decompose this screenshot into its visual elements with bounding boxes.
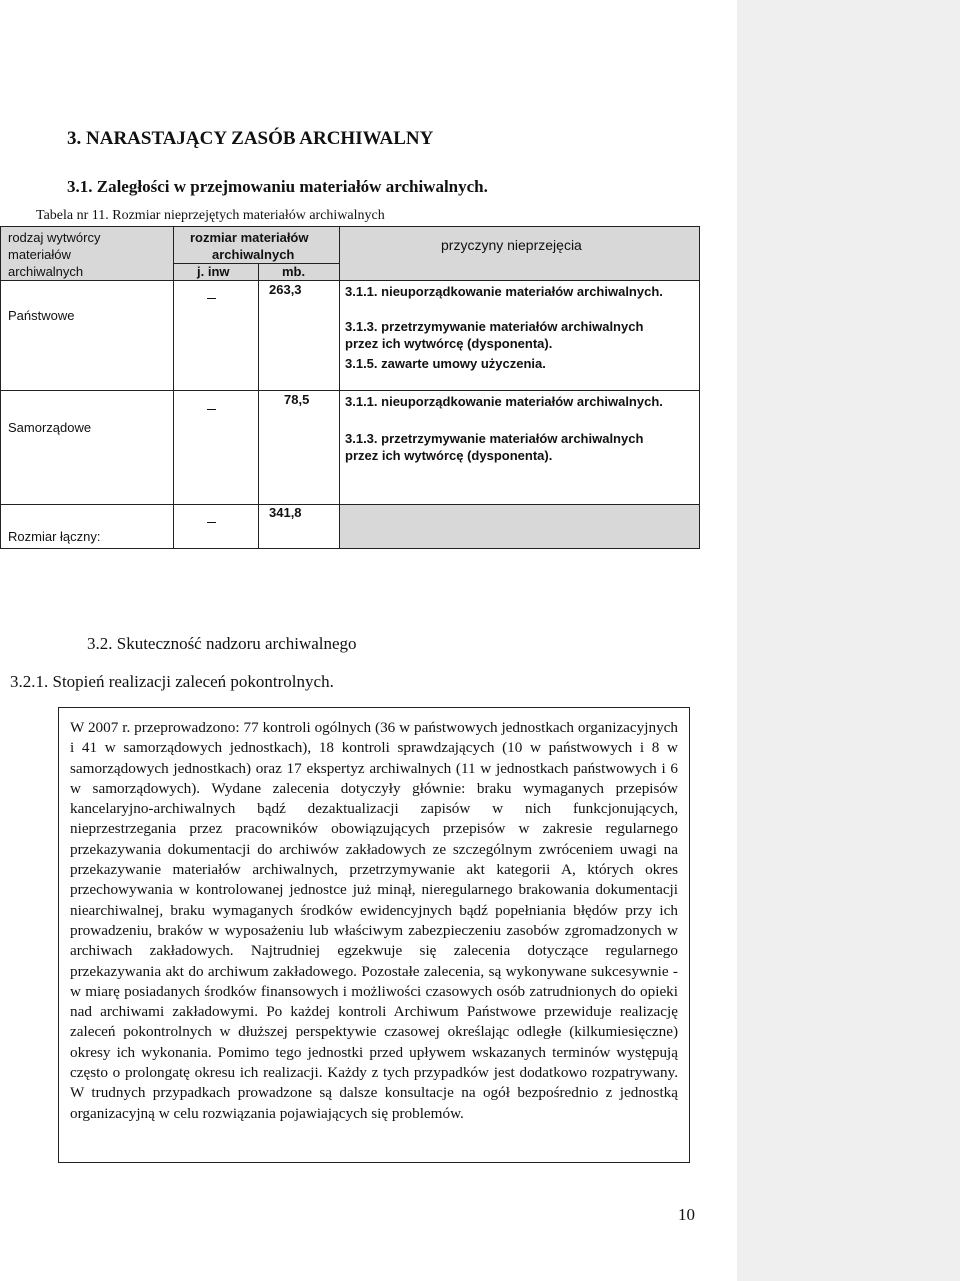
unclaimed-materials-table: [0, 226, 700, 548]
comment-margin-panel: [737, 0, 960, 1281]
row-local-reason-3: przez ich wytwórcę (dysponenta).: [345, 448, 553, 463]
header-reasons: przyczyny nieprzejęcia: [441, 237, 582, 253]
row-state-units-dash: [207, 298, 216, 299]
header-units: j. inw: [197, 264, 230, 279]
header-meters: mb.: [282, 264, 306, 279]
header-creator-line-1: rodzaj wytwórcy: [8, 230, 101, 245]
row-local-reason-2: 3.1.3. przetrzymywanie materiałów archiwalnych: [345, 431, 644, 446]
paragraph-text: W 2007 r. przeprowadzono: 77 kontroli ogólnych (36 w państwowych jednostkach organizacyjnych i 41 w samorządowych jednostkach), 18 kontroli sprawdzających (10 w państwowych i 8 w samorządowych jednostkach) oraz 17 ekspertyz archiwalnych (11 w jednostkach państwowych i 6 w samorządowych). Wydane zalecenia dotyczyły głównie: braku wymaganych przepisów kancelaryjno-archiwalnych bądź dezaktualizacji zapisów w nich funkcjonujących, nieprzestrzegania przez pracowników obowiązujących przepisów w zakresie regularnego przekazywania dokumentacji do archiwów zakładowych ze szczególnym zwróceniem uwagi na przekazywanie materiałów archiwalnych, przetrzymywanie akt kategorii A, których okres przechowywania w kontrolowanej jednostce już minął, nieregularnego brakowania dokumentacji niearchiwalnej, braku wymaganych środków ewidencyjnych bądź popełniania błędów przy ich prowadzeniu, braków w wyposażeniu lub właściwym zabezpieczeniu zasobów zgromadzonych w archiwach zakładowych. Najtrudniej egzekwuje się zalecenia dotyczące regularnego przekazywania akt do archiwum zakładowego. Pozostałe zalecenia, są wykonywane sukcesywnie - w miarę posiadanych środków finansowych i możliwości czasowych osób zatrudnionych do opieki nad archiwami zakładowymi. Po każdej kontroli Archiwum Państwowe przewiduje realizację zaleceń pokontrolnych w dłuższej perspektywie czasowej określając odległe (kilkumiesięczne) okresy ich wykonania. Pomimo tego jednostki przed upływem wskazanych terminów występują często o prolongatę okresu ich realizacji. Każdy z tych przypadków jest dodatkowo rozpatrywany. W trudnych przypadkach prowadzone są dalsze konsultacje na ogół bezpośrednio z jednostką organizacyjną w celu rozwiązania pojawiających się problemów.: [70, 719, 678, 1122]
header-size-line-1: rozmiar materiałów: [190, 230, 309, 245]
row-state-reason-1: 3.1.1. nieuporządkowanie materiałów archiwalnych.: [345, 284, 663, 299]
row-creator-state: Państwowe: [8, 308, 75, 323]
table-header-bg: [0, 226, 700, 280]
row-local-reason-1: 3.1.1. nieuporządkowanie materiałów archiwalnych.: [345, 394, 663, 409]
row-state-reason-3: przez ich wytwórcę (dysponenta).: [345, 336, 553, 351]
subsection-title: 3.1. Zaległości w przejmowaniu materiałów archiwalnych.: [67, 177, 488, 196]
row-state-reason-2: 3.1.3. przetrzymywanie materiałów archiwalnych: [345, 319, 644, 334]
row-local-meters: 78,5: [284, 392, 310, 407]
total-units-dash: [207, 522, 216, 523]
paragraph-box: [58, 707, 690, 1163]
table-caption: Tabela nr 11. Rozmiar nieprzejętych materiałów archiwalnych: [36, 208, 385, 223]
row-creator-local: Samorządowe: [8, 420, 92, 435]
header-size-line-2: archiwalnych: [212, 247, 295, 262]
page-number: 10: [678, 1205, 695, 1224]
row-local-units-dash: [207, 409, 216, 410]
header-creator-line-3: archiwalnych: [8, 264, 84, 279]
section-3-2-title: 3.2. Skuteczność nadzoru archiwalnego: [87, 634, 357, 653]
total-reasons-shaded: [339, 504, 700, 548]
total-label: Rozmiar łączny:: [8, 529, 101, 544]
row-state-reason-4: 3.1.5. zawarte umowy użyczenia.: [345, 356, 546, 371]
header-creator-line-2: materiałów: [8, 247, 71, 262]
section-3-2-1-title: 3.2.1. Stopień realizacji zaleceń pokontrolnych.: [10, 672, 334, 691]
total-meters: 341,8: [269, 505, 302, 520]
section-title: 3. NARASTAJĄCY ZASÓB ARCHIWALNY: [67, 128, 434, 149]
row-state-meters: 263,3: [269, 282, 302, 297]
